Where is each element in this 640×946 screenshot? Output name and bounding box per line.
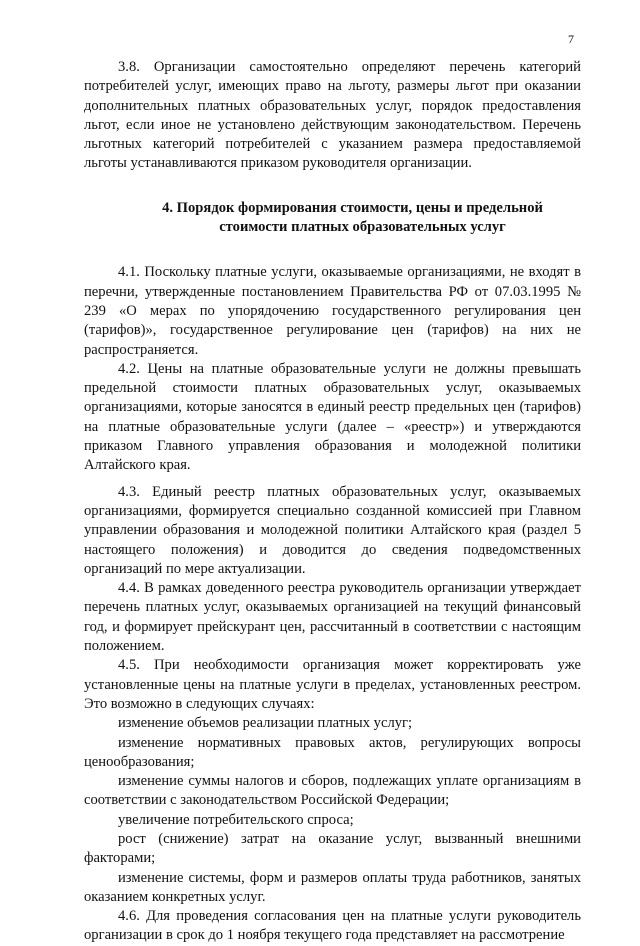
paragraph-3-8: 3.8. Организации самостоятельно определяют перечень категорий потребителей услуг, имеющих право на льготу, размеры льгот при оказании дополнительных платных образовательных услуг, порядок предоставления льгот, если иное не установлено действующим законодательством. Перечень льготных категорий потребителей с указанием размера предоставляемой льготы устанавливаются приказом руководителя организации. (84, 59, 581, 172)
document-body (84, 58, 581, 946)
paragraph-4-3: 4.3. Единый реестр платных образовательных услуг, оказываемых организациями, формируется специально созданной комиссией при Главном управлении образования и молодежной политики Алтайского края (раздел 5 настоящего положения) и доводится до сведения подведомственных организаций по мере актуализации. (84, 483, 581, 577)
paragraph-4-1: 4.1. Поскольку платные услуги, оказываемые организациями, не входят в перечни, утвержденные постановлением Правительства РФ от 07.03.1995 № 239 «О мерах по упорядочению государственного регулирования цен (тарифов)», государственное регулирование цен (тарифов) на них не распространяется. (84, 264, 581, 358)
paragraph-4-5: 4.5. При необходимости организация может корректировать уже установленные цены на платные услуги в пределах, установленных реестром. Это возможно в следующих случаях: (84, 657, 581, 712)
section-heading-line-2: стоимости платных образовательных услуг (219, 219, 506, 236)
case-list-item: увеличение потребительского спроса; (118, 811, 354, 828)
case-list-item: изменение объемов реализации платных услуг; (118, 715, 413, 732)
paragraph-4-6: 4.6. Для проведения согласования цен на платные услуги руководитель организации в срок до 1 ноября текущего года представляет на рассмотрение (84, 908, 581, 944)
section-heading (84, 199, 581, 238)
case-list-item: изменение суммы налогов и сборов, подлежащих уплате организациям в соответствии с законодательством Российской Федерации; (84, 773, 581, 809)
section-heading-line-1: 4. Порядок формирования стоимости, цены и предельной (162, 199, 543, 216)
paragraph-4-2: 4.2. Цены на платные образовательные услуги не должны превышать предельной стоимости платных образовательных услуг, оказываемых организациями, которые заносятся в единый реестр предельных цен (тарифов) на платные образовательные услуги (далее – «реестр») и утверждаются приказом Главного управления образования и молодежной политики Алтайского края. (84, 360, 581, 474)
paragraph-4-4: 4.4. В рамках доведенного реестра руководитель организации утверждает перечень платных услуг, оказываемых организацией на текущий финансовый год, и формирует прейскурант цен, рассчитанный в соответствии с настоящим положением. (84, 580, 581, 655)
case-list-item: изменение нормативных правовых актов, регулирующих вопросы ценообразования; (84, 734, 581, 770)
case-list-item: изменение системы, форм и размеров оплаты труда работников, занятых оказанием конкретных услуг. (84, 869, 581, 905)
page-number: 7 (568, 32, 574, 46)
case-list-item: рост (снижение) затрат на оказание услуг, вызванный внешними факторами; (84, 830, 581, 867)
